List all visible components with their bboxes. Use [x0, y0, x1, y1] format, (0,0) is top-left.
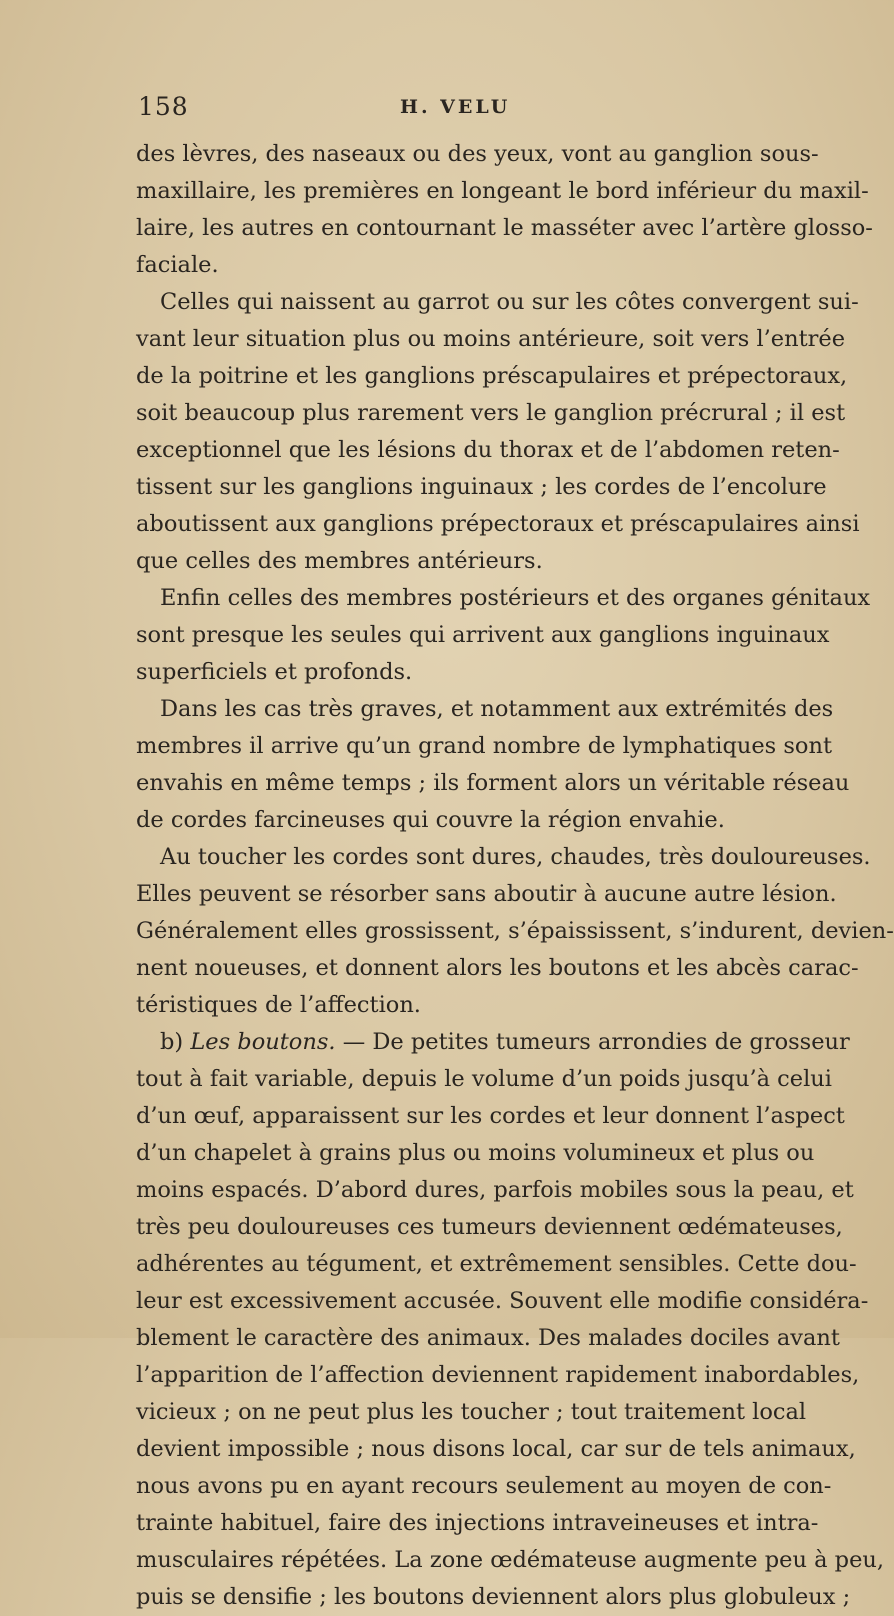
text-line: de cordes farcineuses qui couvre la région envahie. — [136, 807, 725, 833]
text-line: des lèvres, des naseaux ou des yeux, vont au ganglion sous- — [136, 141, 819, 167]
text-line: sont presque les seules qui arrivent aux ganglions inguinaux — [136, 622, 830, 648]
text-line: adhérentes au tégument, et extrêmement sensibles. Cette dou- — [136, 1251, 857, 1277]
text-line: envahis en même temps ; ils forment alors un véritable réseau — [136, 770, 850, 796]
subsection-marker: b) — [160, 1029, 184, 1055]
text-line: trainte habituel, faire des injections intraveineuses et intra- — [136, 1510, 819, 1536]
text-line: Généralement elles grossissent, s’épaississent, s’indurent, devien- — [136, 918, 894, 944]
text-line: — De petites tumeurs arrondies de grosseur — [342, 1029, 850, 1055]
text-line: Au toucher les cordes sont dures, chaudes, très douloureuses. — [160, 844, 871, 870]
text-line: Enfin celles des membres postérieurs et des organes génitaux — [160, 585, 871, 611]
running-head — [138, 92, 678, 122]
text-line: Dans les cas très graves, et notamment aux extrémités des — [160, 696, 834, 722]
text-line: téristiques de l’affection. — [136, 992, 421, 1018]
subsection-title: Les boutons. — [190, 1029, 336, 1055]
text-line: tissent sur les ganglions inguinaux ; les cordes de l’encolure — [136, 474, 827, 500]
text-line: l’apparition de l’affection deviennent rapidement inabordables, — [136, 1362, 860, 1388]
text-line: musculaires répétées. La zone œdémateuse augmente peu à peu, — [136, 1547, 885, 1573]
text-line: blement le caractère des animaux. Des malades dociles avant — [136, 1325, 840, 1351]
text-line: Elles peuvent se résorber sans aboutir à aucune autre lésion. — [136, 881, 837, 907]
text-line: laire, les autres en contournant le masséter avec l’artère glosso- — [136, 215, 873, 241]
text-line: d’un œuf, apparaissent sur les cordes et leur donnent l’aspect — [136, 1103, 845, 1129]
page-number: 158 — [138, 92, 189, 121]
text-line: d’un chapelet à grains plus ou moins volumineux et plus ou — [136, 1140, 815, 1166]
text-line: que celles des membres antérieurs. — [136, 548, 543, 574]
text-line: superficiels et profonds. — [136, 659, 413, 685]
text-line: membres il arrive qu’un grand nombre de lymphatiques sont — [136, 733, 832, 759]
running-title: H. VELU — [400, 96, 511, 118]
text-line: devient impossible ; nous disons local, car sur de tels animaux, — [136, 1436, 856, 1462]
text-line: Celles qui naissent au garrot ou sur les côtes convergent sui- — [160, 289, 859, 315]
text-line: moins espacés. D’abord dures, parfois mobiles sous la peau, et — [136, 1177, 854, 1203]
text-line: très peu douloureuses ces tumeurs deviennent œdémateuses, — [136, 1214, 843, 1240]
text-line: exceptionnel que les lésions du thorax et de l’abdomen reten- — [136, 437, 840, 463]
text-line: tout à fait variable, depuis le volume d’un poids jusqu’à celui — [136, 1066, 832, 1092]
text-line: vant leur situation plus ou moins antérieure, soit vers l’entrée — [136, 326, 846, 352]
body-text — [136, 136, 894, 1616]
text-line: leur est excessivement accusée. Souvent elle modifie considéra- — [136, 1288, 869, 1314]
text-line: nous avons pu en ayant recours seulement au moyen de con- — [136, 1473, 832, 1499]
subsection-line — [136, 1024, 850, 1061]
text-line: aboutissent aux ganglions prépectoraux et préscapulaires ainsi — [136, 511, 860, 537]
text-line: nent noueuses, et donnent alors les boutons et les abcès carac- — [136, 955, 859, 981]
text-line: de la poitrine et les ganglions préscapulaires et prépectoraux, — [136, 363, 848, 389]
text-line: maxillaire, les premières en longeant le bord inférieur du maxil- — [136, 178, 869, 204]
text-line: faciale. — [136, 252, 219, 278]
text-line: vicieux ; on ne peut plus les toucher ; tout traitement local — [136, 1399, 807, 1425]
text-line: puis se densifie ; les boutons deviennent alors plus globuleux ; — [136, 1584, 851, 1610]
text-line: soit beaucoup plus rarement vers le ganglion précrural ; il est — [136, 400, 846, 426]
